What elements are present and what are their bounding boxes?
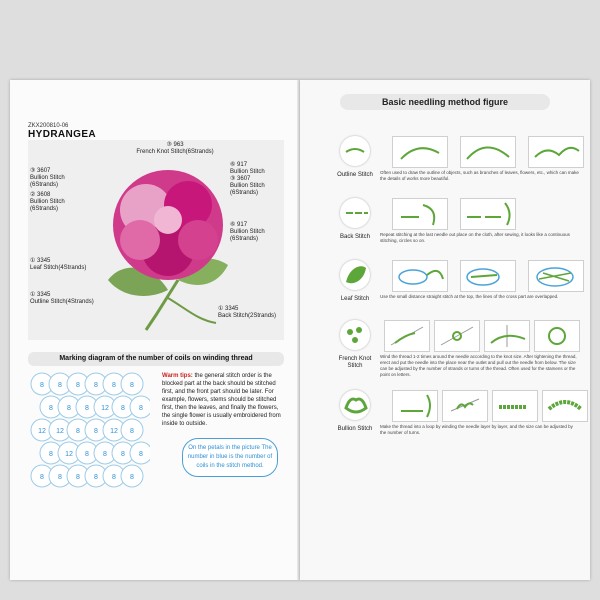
book-spread — [10, 80, 590, 580]
coil-number: 8 — [130, 474, 134, 481]
coil-petal — [121, 465, 143, 487]
step-diagram — [542, 390, 588, 422]
step-diagram — [484, 320, 530, 352]
coil-diagram — [30, 372, 150, 502]
step-diagram — [460, 260, 516, 292]
coil-number: 8 — [112, 382, 116, 389]
step-diagram — [460, 198, 516, 230]
coil-number: 8 — [130, 382, 134, 389]
stitch-row-outline — [300, 136, 590, 196]
coil-petal — [130, 396, 150, 418]
coil-number: 8 — [76, 474, 80, 481]
stitch-name: Bullion Stitch — [337, 426, 373, 432]
coil-number: 8 — [85, 451, 89, 458]
step-diagram — [384, 320, 430, 352]
coil-number: 8 — [49, 405, 53, 412]
label-french-knot-963: ③ 963 French Knot Stitch(6Strands) — [136, 142, 214, 155]
coil-petal — [121, 419, 143, 441]
stitch-name: French Knot Stitch — [338, 356, 372, 369]
step-diagram — [434, 320, 480, 352]
stitch-name: Back Stitch — [339, 234, 370, 240]
stitch-description: Wind the thread 1-2 times around the needle according to the knot size. After tightening the thread, erect and put the needle into the place near the outlet and pull out the needle from below. The size can be adjusted by the number of strands or turns of the thread. Often used for the stamens or the point on letters. — [380, 354, 577, 377]
step-diagram — [460, 136, 516, 168]
label-bullion-3607: ③ 3607 Bullion Stitch (6Strands) — [30, 168, 65, 188]
step-diagram — [528, 136, 584, 168]
coil-petal — [130, 442, 150, 464]
coil-number: 8 — [58, 474, 62, 481]
coil-number: 8 — [130, 428, 134, 435]
coil-number: 12 — [56, 428, 64, 435]
coil-number: 12 — [110, 428, 118, 435]
product-code: ZKX200810-06 — [28, 123, 69, 129]
coil-number: 8 — [85, 405, 89, 412]
coil-number: 8 — [58, 382, 62, 389]
note-bubble: On the petals in the picture The number in blue is the number of coils in the stitch method. — [182, 438, 278, 477]
step-diagram — [392, 198, 448, 230]
coil-number: 12 — [65, 451, 73, 458]
stitch-name: Outline Stitch — [337, 172, 373, 178]
coil-diagram-header: Marking diagram of the number of coils on winding thread — [28, 352, 284, 366]
page-title: HYDRANGEA — [28, 129, 97, 140]
coil-number: 8 — [49, 451, 53, 458]
step-diagram — [492, 390, 538, 422]
needling-method-header: Basic needling method figure — [340, 94, 550, 110]
warm-tips-body: the general stitch order is the blocked part at the back should be stitched first, and the front part should be later. For example, flowers, stems should be stitched first, then the leaves, and finally the flowers, the single flower is usually embroidered from inside to outside. — [162, 373, 281, 427]
coil-number: 8 — [103, 451, 107, 458]
coil-number: 8 — [139, 405, 143, 412]
stitch-row-leaf — [300, 260, 590, 320]
coil-petal — [121, 373, 143, 395]
stitch-description: Make the thread into a loop by winding the needle layer by layer, and the size can be adjusted by the number of turns. — [380, 424, 573, 435]
stitch-row-back — [300, 198, 590, 258]
step-diagram — [392, 260, 448, 292]
coil-number: 8 — [94, 382, 98, 389]
leaf-stitch-icon — [340, 260, 370, 290]
coil-number: 8 — [67, 405, 71, 412]
coil-number: 8 — [40, 474, 44, 481]
label-back-3345: ① 3345 Back Stitch(2Strands) — [218, 306, 277, 319]
right-page — [300, 80, 590, 580]
coil-number: 8 — [94, 474, 98, 481]
stitch-description: Use the small distance straight stitch at the top, the lines of the cross part are overlapped. — [380, 294, 559, 299]
back-stitch-icon — [340, 198, 370, 228]
coil-number: 8 — [40, 382, 44, 389]
stitch-description: Repeat stitching at the last needle out place on the cloth, after sewing, it looks like a continuous stitching, circles so on. — [380, 232, 570, 243]
label-bullion-917-3607: ⑥ 917 Bullion Stitch ③ 3607 Bullion Stitch (6Strands) — [230, 162, 265, 196]
coil-number: 8 — [76, 382, 80, 389]
coil-number: 8 — [121, 451, 125, 458]
coil-number: 8 — [121, 405, 125, 412]
coil-number: 12 — [101, 405, 109, 412]
step-diagram — [392, 136, 448, 168]
step-diagram — [528, 260, 584, 292]
step-diagram — [534, 320, 580, 352]
warm-tips-label: Warm tips: — [162, 373, 193, 379]
stitch-row-bullion — [300, 390, 590, 450]
label-outline-3345: ① 3345 Outline Stitch(4Strands) — [30, 292, 94, 305]
label-bullion-3608: ② 3608 Bullion Stitch (6Strands) — [30, 192, 65, 212]
left-page — [10, 80, 300, 580]
label-leaf-3345: ① 3345 Leaf Stitch(4Strands) — [30, 258, 87, 271]
outline-stitch-icon — [340, 136, 370, 166]
coil-number: 8 — [76, 428, 80, 435]
coil-number: 8 — [112, 474, 116, 481]
step-diagram — [442, 390, 488, 422]
warm-tips — [162, 372, 288, 428]
coil-number: 12 — [38, 428, 46, 435]
stitch-description: Often used to draw the outline of objects, such as branches of leaves, flowers, etc., which can make the details of works more beautiful. — [380, 170, 579, 181]
stitch-name: Leaf Stitch — [340, 296, 370, 302]
coil-number: 8 — [139, 451, 143, 458]
step-diagram — [392, 390, 438, 422]
stitch-row-french-knot — [300, 320, 590, 380]
flower-image-panel — [28, 140, 284, 340]
label-bullion-917: ⑥ 917 Bullion Stitch (6Strands) — [230, 222, 265, 242]
bullion-stitch-icon — [340, 390, 370, 420]
french-knot-icon — [340, 320, 370, 350]
coil-number: 8 — [94, 428, 98, 435]
